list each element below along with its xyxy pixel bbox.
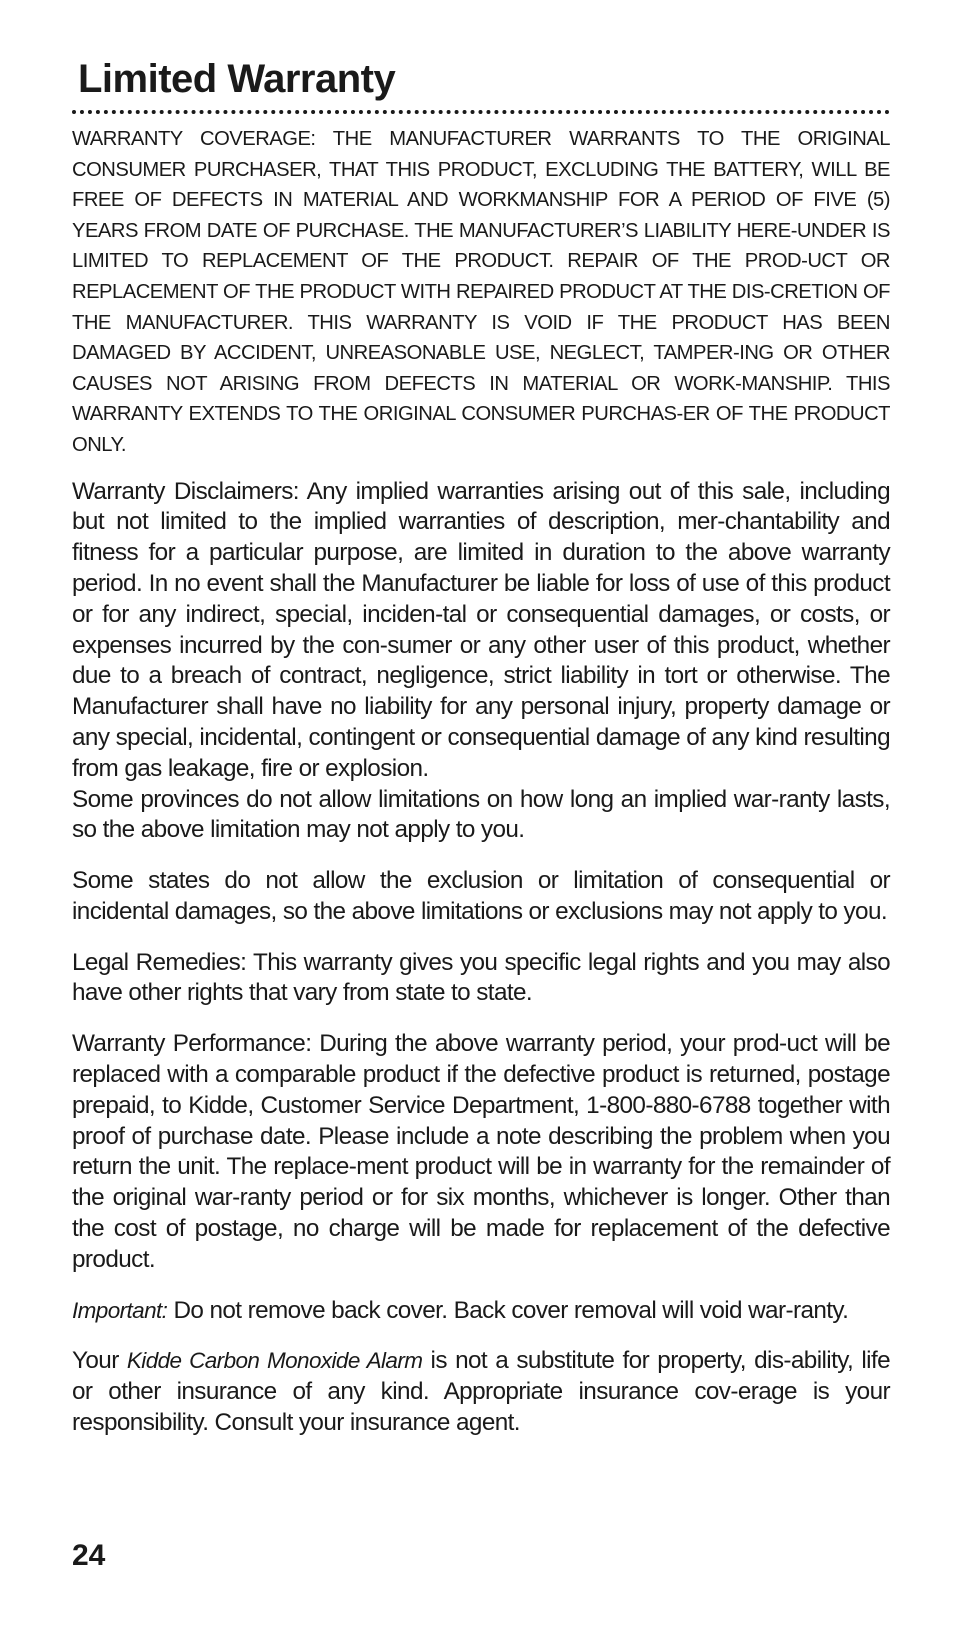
provinces-paragraph: Some provinces do not allow limitations on how long an implied war-ranty lasts, so the above limitation may not apply to you.	[72, 785, 890, 844]
warranty-page	[72, 52, 890, 1439]
important-text: Do not remove back cover. Back cover removal will void war-ranty.	[167, 1296, 849, 1324]
legal-remedies-paragraph: Legal Remedies: This warranty gives you specific legal rights and you may also have other rights that vary from state to state.	[72, 948, 890, 1007]
page-number: 24	[72, 1539, 106, 1572]
warranty-performance-paragraph: Warranty Performance: During the above warranty period, your prod-uct will be replaced with a comparable product if the defective product is returned, postage prepaid, to Kidde, Customer Service Department, 1-800-880-6788 together with proof of purchase date. Please include a note describing the problem when you return the unit. The replace-ment product will be in warranty for the remainder of the original war-ranty period or for six months, whichever is longer. Other than the cost of postage, no charge will be made for replacement of the defective product.	[72, 1030, 890, 1273]
dotted-divider	[72, 110, 890, 114]
warranty-disclaimers-paragraph: Warranty Disclaimers: Any implied warranties arising out of this sale, including but not limited to the implied warranties of description, mer-chantability and fitness for a particular purpose, are limited in duration to the above warranty period. In no event shall the Manufacturer be liable for loss of use of this product or for any indirect, special, inciden-tal or consequential damages, or costs, or expenses incurred by the con-sumer or any other user of this product, whether due to a breach of contract, negligence, strict liability in tort or otherwise. The Manufacturer shall have no liability for any personal injury, property damage or any special, incidental, contingent or consequential damage of any kind resulting from gas leakage, fire or explosion.	[72, 477, 890, 782]
page-title: Limited Warranty	[78, 57, 396, 101]
product-name: Kidde Carbon Monoxide Alarm	[126, 1348, 423, 1374]
important-paragraph	[72, 1296, 890, 1327]
insurance-text: is not a substitute for property, dis-ability, life or other insurance of any kind. Appropriate insurance cov-erage is your responsibility. Consult your insurance agent.	[72, 1347, 891, 1437]
insurance-paragraph	[72, 1346, 890, 1438]
important-label: Important:	[72, 1297, 168, 1323]
states-paragraph: Some states do not allow the exclusion or limitation of consequential or incidental damages, so the above limitations or exclusions may not apply to you.	[72, 867, 890, 925]
insurance-lead: Your	[72, 1347, 127, 1375]
warranty-coverage-paragraph: WARRANTY COVERAGE: THE MANUFACTURER WARRANTS TO THE ORIGINAL CONSUMER PURCHASER, THAT THIS PRODUCT, EXCLUDING THE BATTERY, WILL BE FREE OF DEFECTS IN MATERIAL AND WORKMANSHIP FOR A PERIOD OF FIVE (5) YEARS FROM DATE OF PURCHASE. THE MANUFACTURER’S LIABILITY HERE-UNDER IS LIMITED TO REPLACEMENT OF THE PRODUCT. REPAIR OF THE PROD-UCT OR REPLACEMENT OF THE PRODUCT WITH REPAIRED PRODUCT AT THE DIS-CRETION OF THE MANUFACTURER. THIS WARRANTY IS VOID IF THE PRODUCT HAS BEEN DAMAGED BY ACCIDENT, UNREASONABLE USE, NEGLECT, TAMPER-ING OR OTHER CAUSES NOT ARISING FROM DEFECTS IN MATERIAL OR WORK-MANSHIP. THIS WARRANTY EXTENDS TO THE ORIGINAL CONSUMER PURCHAS-ER OF THE PRODUCT ONLY.	[72, 128, 890, 456]
